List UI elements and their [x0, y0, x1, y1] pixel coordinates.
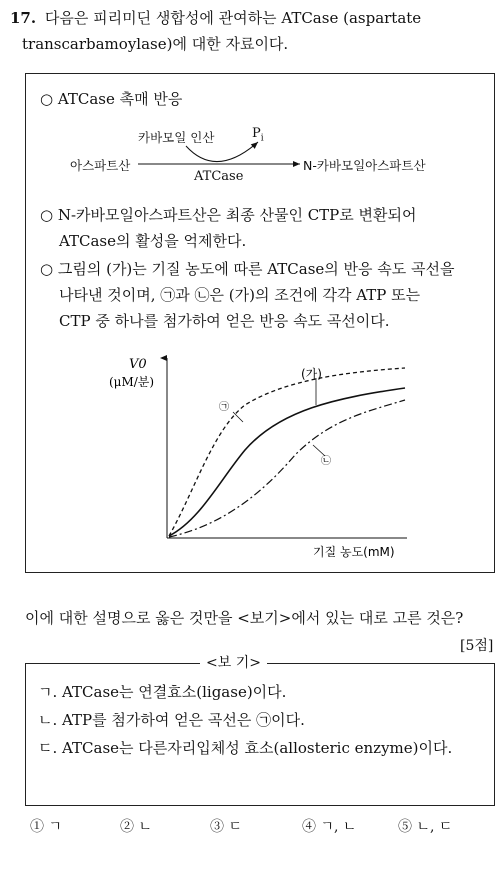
bogi-item-2: ㄴ. ATP를 첨가하여 얻은 곡선은 ㉠이다.	[38, 711, 305, 729]
reaction-arrows	[26, 74, 496, 204]
bogi-item-1: ㄱ. ATCase는 연결효소(ligase)이다.	[38, 683, 287, 701]
answer-choice-2[interactable]: ② ㄴ	[120, 819, 152, 835]
answer-choice-4[interactable]: ④ ㄱ, ㄴ	[302, 819, 357, 835]
bullet-figure-line2: 나타낸 것이며, ㉠과 ㉡은 (가)의 조건에 각각 ATP 또는	[59, 286, 421, 304]
question-stem-line1	[10, 6, 498, 30]
y-label-v0-text: V0	[129, 357, 147, 372]
substrate-label: 아스파트산	[70, 158, 131, 173]
label-a: ㉠	[219, 402, 229, 413]
bullet-inhibition-line1: ○ N-카바모일아스파트산은 최종 산물인 CTP로 변환되어	[40, 206, 417, 224]
leader-a	[233, 412, 243, 422]
question-stem-line1-text: 다음은 피리미딘 생합성에 관여하는 ATCase (aspartate	[44, 9, 422, 27]
label-ga: (가)	[301, 367, 322, 381]
bullet-inhibition-line2: ATCase의 활성을 억제한다.	[59, 232, 247, 250]
y-label-v0	[129, 357, 147, 372]
curve-b-dashdot	[169, 400, 405, 537]
question-stem-line2: transcarbamoylase)에 대한 자료이다.	[22, 35, 289, 53]
bullet-figure-line3: CTP 중 하나를 첨가하여 얻은 반응 속도 곡선이다.	[59, 312, 390, 330]
answer-choice-1[interactable]: ① ㄱ	[30, 819, 62, 835]
x-label: 기질 농도(mM)	[313, 545, 395, 559]
reactant-label: 카바모일 인산	[138, 130, 215, 145]
y-label-unit: (μM/분)	[109, 375, 155, 389]
rate-curve-chart	[95, 280, 415, 570]
bogi-title: <보 기>	[200, 652, 267, 672]
answer-choice-3[interactable]: ③ ㄷ	[210, 819, 242, 835]
bogi-box	[25, 663, 495, 806]
pi-label: $P_i$	[252, 126, 264, 144]
points-label: [5점]	[460, 638, 494, 654]
leader-b	[313, 445, 325, 456]
question-number: 17.	[10, 9, 37, 27]
bogi-item-3: ㄷ. ATCase는 다른자리입체성 효소(allosteric enzyme)이다.	[38, 739, 453, 757]
enzyme-label: ATCase	[194, 169, 244, 184]
pi-text: P	[252, 126, 261, 141]
bullet-figure-line1: ○ 그림의 (가)는 기질 농도에 따른 ATCase의 반응 속도 곡선을	[40, 260, 455, 278]
label-b: ㉡	[321, 456, 331, 467]
bullet-inhibition	[40, 202, 490, 254]
bullet-reaction-title: ○ ATCase 촉매 반응	[40, 90, 183, 108]
product-label: N-카바모일아스파트산	[303, 158, 426, 173]
answer-choice-5[interactable]: ⑤ ㄴ, ㄷ	[398, 819, 453, 835]
curved-arrow	[186, 142, 258, 162]
question-prompt: 이에 대한 설명으로 옳은 것만을 <보기>에서 있는 대로 고른 것은?	[25, 609, 464, 627]
